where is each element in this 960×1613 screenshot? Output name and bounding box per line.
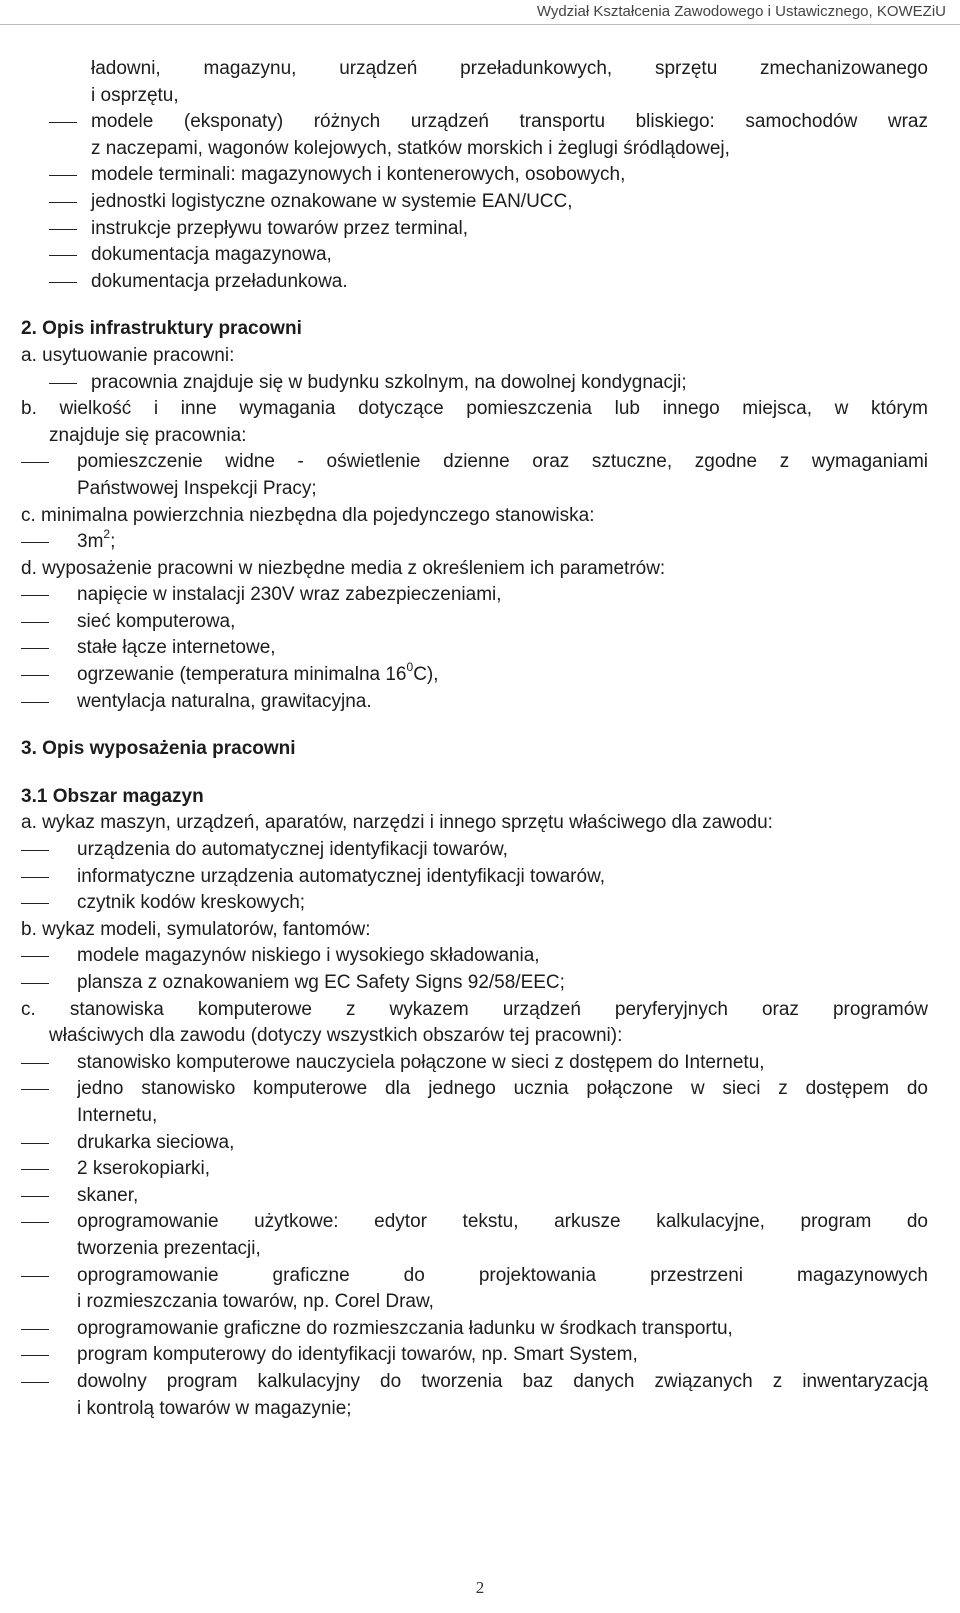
list-item: jednostki logistyczne oznakowane w systemie EAN/UCC, (0, 189, 960, 216)
dash-bullet (21, 462, 49, 463)
dash-bullet (49, 282, 77, 283)
list-item: stanowisko komputerowe nauczyciela połączone w sieci z dostępem do Internetu, (0, 1050, 960, 1077)
dash-bullet (21, 903, 49, 904)
list-item-continued: i osprzętu, (91, 84, 179, 106)
document-body (0, 56, 960, 1422)
dash-bullet (21, 1222, 49, 1223)
page-number: 2 (475, 1578, 485, 1597)
list-item-continued: i kontrolą towarów w magazynie; (77, 1397, 352, 1419)
dash-bullet (21, 1355, 49, 1356)
header-divider (0, 24, 960, 25)
list-item: instrukcje przepływu towarów przez terminal, (0, 216, 960, 243)
list-item: pomieszczenie widne - oświetlenie dzienne oraz sztuczne, zgodne z wymaganiami (0, 449, 960, 476)
dash-bullet (21, 983, 49, 984)
dash-bullet (21, 542, 49, 543)
dash-bullet (49, 229, 77, 230)
dash-bullet (49, 255, 77, 256)
list-item: oprogramowanie graficzne do projektowania przestrzeni magazynowych (0, 1263, 960, 1290)
list-item: modele magazynów niskiego i wysokiego składowania, (0, 943, 960, 970)
list-item: skaner, (0, 1183, 960, 1210)
list-item: drukarka sieciowa, (0, 1130, 960, 1157)
list-item-continued: i rozmieszczania towarów, np. Corel Draw, (77, 1291, 434, 1313)
list-item-continued: Państwowej Inspekcji Pracy; (77, 477, 317, 499)
dash-bullet (21, 595, 49, 596)
list-item: informatyczne urządzenia automatycznej identyfikacji towarów, (0, 864, 960, 891)
list-item: $3m^2$; (0, 529, 960, 556)
dash-bullet (21, 1329, 49, 1330)
list-item: dowolny program kalkulacyjny do tworzenia baz danych związanych z inwentaryzacją (0, 1369, 960, 1396)
dash-bullet (21, 1382, 49, 1383)
list-item: stałe łącze internetowe, (0, 635, 960, 662)
list-item: plansza z oznakowaniem wg EC Safety Signs 92/58/EEC; (0, 970, 960, 997)
subsection-label: c. minimalna powierzchnia niezbędna dla pojedynczego stanowiska: (21, 504, 595, 526)
list-item: oprogramowanie użytkowe: edytor tekstu, arkusze kalkulacyjne, program do (0, 1209, 960, 1236)
dash-bullet (49, 383, 77, 384)
subsection-label: b. wielkość i inne wymagania dotyczące pomieszczenia lub innego miejsca, w którym (21, 398, 928, 420)
subsection-label: a. wykaz maszyn, urządzeń, aparatów, narzędzi i innego sprzętu właściwego dla zawodu: (21, 812, 773, 834)
dash-bullet (21, 702, 49, 703)
subsection-label: c. stanowiska komputerowe z wykazem urządzeń peryferyjnych oraz programów (21, 998, 928, 1020)
dash-bullet (21, 850, 49, 851)
subsection-label-continued: znajduje się pracownia: (49, 424, 247, 446)
dash-bullet (49, 202, 77, 203)
subsection-label: b. wykaz modeli, symulatorów, fantomów: (21, 918, 371, 940)
list-item: urządzenia do automatycznej identyfikacji towarów, (0, 837, 960, 864)
list-item: modele (eksponaty) różnych urządzeń transportu bliskiego: samochodów wraz (0, 109, 960, 136)
list-item: sieć komputerowa, (0, 609, 960, 636)
dash-bullet (21, 1169, 49, 1170)
list-item-continued: ładowni, magazynu, urządzeń przeładunkowych, sprzętu zmechanizowanego (91, 58, 928, 79)
dash-bullet (21, 1063, 49, 1064)
section-heading: 3. Opis wyposażenia pracowni (21, 738, 296, 760)
list-item: napięcie w instalacji 230V wraz zabezpieczeniami, (0, 582, 960, 609)
subsection-heading: 3.1 Obszar magazyn (21, 785, 204, 807)
list-item-continued: z naczepami, wagonów kolejowych, statków morskich i żeglugi śródlądowej, (91, 137, 730, 159)
dash-bullet (21, 675, 49, 676)
list-item-continued: Internetu, (77, 1104, 158, 1126)
dash-bullet (49, 122, 77, 123)
list-item: jedno stanowisko komputerowe dla jednego ucznia połączone w sieci z dostępem do (0, 1076, 960, 1103)
section-heading: 2. Opis infrastruktury pracowni (21, 318, 302, 340)
list-item: 2 kserokopiarki, (0, 1156, 960, 1183)
subsection-label-continued: właściwych dla zawodu (dotyczy wszystkich obszarów tej pracowni): (49, 1025, 623, 1047)
dash-bullet (21, 648, 49, 649)
page-header: Wydział Kształcenia Zawodowego i Ustawicznego, KOWEZiU (536, 3, 946, 20)
list-item-continued: tworzenia prezentacji, (77, 1237, 261, 1259)
dash-bullet (21, 1276, 49, 1277)
list-item: pracownia znajduje się w budynku szkolnym, na dowolnej kondygnacji; (0, 370, 960, 397)
dash-bullet (21, 622, 49, 623)
list-item: wentylacja naturalna, grawitacyjna. (0, 689, 960, 716)
list-item: program komputerowy do identyfikacji towarów, np. Smart System, (0, 1342, 960, 1369)
dash-bullet (21, 1196, 49, 1197)
subsection-label: d. wyposażenie pracowni w niezbędne media z określeniem ich parametrów: (21, 557, 666, 579)
list-item: ogrzewanie (temperatura minimalna $16^0C$), (0, 662, 960, 689)
dash-bullet (21, 1143, 49, 1144)
dash-bullet (21, 877, 49, 878)
list-item: dokumentacja przeładunkowa. (0, 269, 960, 296)
list-item: oprogramowanie graficzne do rozmieszczania ładunku w środkach transportu, (0, 1316, 960, 1343)
dash-bullet (49, 175, 77, 176)
subsection-label: a. usytuowanie pracowni: (21, 344, 235, 366)
list-item: czytnik kodów kreskowych; (0, 890, 960, 917)
list-item: modele terminali: magazynowych i kontenerowych, osobowych, (0, 162, 960, 189)
dash-bullet (21, 1089, 49, 1090)
list-item: dokumentacja magazynowa, (0, 242, 960, 269)
dash-bullet (21, 956, 49, 957)
